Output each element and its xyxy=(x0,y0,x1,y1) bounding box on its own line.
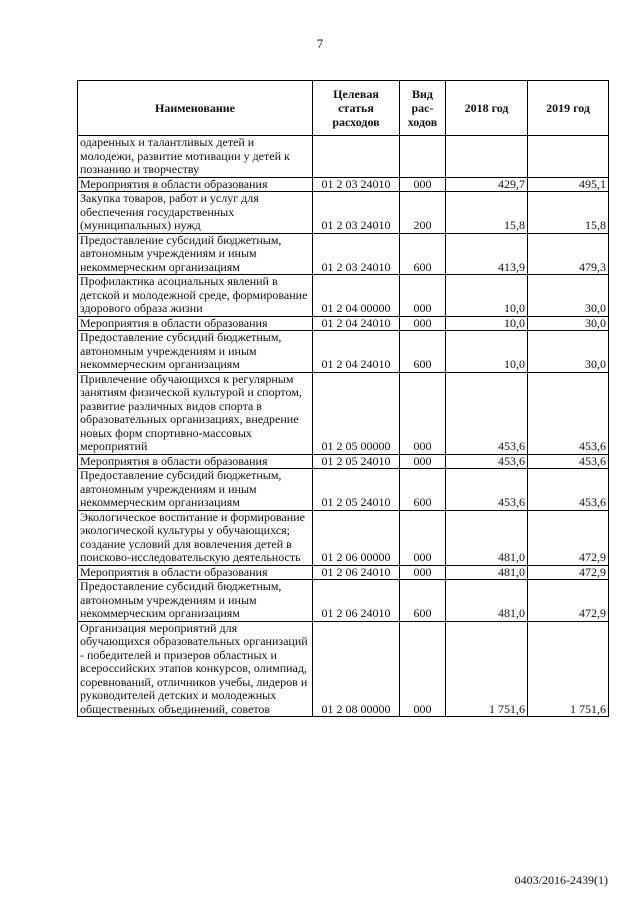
cell-amount-2019: 30,0 xyxy=(528,275,609,317)
cell-name: Привлечение обучающихся к регулярным занятиям физической культурой и спортом, развитие различных видов спорта в образовательных организациях, внедрение новых форм спортивно-массовых мероприятий xyxy=(78,372,313,454)
cell-amount-2019: 453,6 xyxy=(528,372,609,454)
table-row xyxy=(78,621,609,717)
cell-target-article: 01 2 04 00000 xyxy=(313,275,400,317)
header-target-article: Целевая статья расходов xyxy=(313,81,400,136)
cell-target-article: 01 2 03 24010 xyxy=(313,192,400,234)
cell-target-article: 01 2 08 00000 xyxy=(313,621,400,717)
cell-target-article: 01 2 06 24010 xyxy=(313,565,400,580)
table-body xyxy=(78,136,609,717)
cell-expense-type: 000 xyxy=(400,177,446,192)
table-row xyxy=(78,331,609,373)
cell-amount-2019: 479,3 xyxy=(528,233,609,275)
table-row xyxy=(78,565,609,580)
cell-expense-type: 000 xyxy=(400,454,446,469)
cell-amount-2019: 453,6 xyxy=(528,454,609,469)
cell-expense-type: 000 xyxy=(400,621,446,717)
cell-amount-2019: 472,9 xyxy=(528,580,609,622)
cell-name: одаренных и талантливых детей и молодежи, развитие мотивации у детей к познанию и творчеству xyxy=(78,136,313,178)
cell-amount-2019: 30,0 xyxy=(528,316,609,331)
cell-name: Мероприятия в области образования xyxy=(78,565,313,580)
table-header-row xyxy=(78,81,609,136)
cell-amount-2019: 15,8 xyxy=(528,192,609,234)
cell-amount-2018: 413,9 xyxy=(446,233,528,275)
budget-table xyxy=(77,80,609,717)
cell-amount-2019: 472,9 xyxy=(528,565,609,580)
cell-expense-type: 200 xyxy=(400,192,446,234)
cell-expense-type: 600 xyxy=(400,580,446,622)
cell-expense-type: 000 xyxy=(400,316,446,331)
cell-name: Организация мероприятий для обучающихся образовательных организаций - победителей и призеров областных и всероссийских этапов конкурсов, олимпиад, соревнований, отличников учебы, лидеров и руководителей детских и молодежных общественных объединений, советов xyxy=(78,621,313,717)
cell-expense-type: 600 xyxy=(400,469,446,511)
table-row xyxy=(78,510,609,565)
header-year-2018: 2018 год xyxy=(446,81,528,136)
header-expense-type: Вид рас-ходов xyxy=(400,81,446,136)
cell-target-article: 01 2 04 24010 xyxy=(313,331,400,373)
table-row xyxy=(78,580,609,622)
cell-target-article: 01 2 03 24010 xyxy=(313,233,400,275)
cell-amount-2018: 10,0 xyxy=(446,331,528,373)
cell-amount-2019: 30,0 xyxy=(528,331,609,373)
cell-amount-2018: 453,6 xyxy=(446,469,528,511)
cell-target-article: 01 2 04 24010 xyxy=(313,316,400,331)
header-name: Наименование xyxy=(78,81,313,136)
cell-target-article: 01 2 06 00000 xyxy=(313,510,400,565)
header-year-2019: 2019 год xyxy=(528,81,609,136)
page-number: 7 xyxy=(316,36,324,51)
document-code: 0403/2016-2439(1) xyxy=(514,873,608,887)
table-row xyxy=(78,469,609,511)
cell-amount-2019: 453,6 xyxy=(528,469,609,511)
cell-target-article: 01 2 06 24010 xyxy=(313,580,400,622)
cell-amount-2018: 10,0 xyxy=(446,275,528,317)
cell-amount-2019 xyxy=(528,136,609,178)
cell-expense-type: 000 xyxy=(400,275,446,317)
cell-amount-2019: 1 751,6 xyxy=(528,621,609,717)
cell-amount-2018: 481,0 xyxy=(446,510,528,565)
cell-target-article: 01 2 05 24010 xyxy=(313,454,400,469)
cell-name: Предоставление субсидий бюджетным, автономным учреждениям и иным некоммерческим организациям xyxy=(78,580,313,622)
table-row xyxy=(78,136,609,178)
cell-target-article: 01 2 05 24010 xyxy=(313,469,400,511)
cell-name: Мероприятия в области образования xyxy=(78,316,313,331)
table-row xyxy=(78,454,609,469)
table-row xyxy=(78,177,609,192)
cell-amount-2018: 453,6 xyxy=(446,372,528,454)
cell-name: Мероприятия в области образования xyxy=(78,454,313,469)
cell-name: Предоставление субсидий бюджетным, автономным учреждениям и иным некоммерческим организациям xyxy=(78,331,313,373)
cell-amount-2019: 495,1 xyxy=(528,177,609,192)
table-row xyxy=(78,275,609,317)
cell-target-article: 01 2 05 00000 xyxy=(313,372,400,454)
cell-expense-type: 600 xyxy=(400,233,446,275)
cell-name: Предоставление субсидий бюджетным, автономным учреждениям и иным некоммерческим организациям xyxy=(78,469,313,511)
cell-amount-2018: 453,6 xyxy=(446,454,528,469)
cell-amount-2018 xyxy=(446,136,528,178)
cell-name: Мероприятия в области образования xyxy=(78,177,313,192)
cell-expense-type: 000 xyxy=(400,565,446,580)
cell-target-article xyxy=(313,136,400,178)
cell-expense-type: 000 xyxy=(400,372,446,454)
cell-amount-2018: 15,8 xyxy=(446,192,528,234)
cell-amount-2018: 429,7 xyxy=(446,177,528,192)
cell-amount-2018: 481,0 xyxy=(446,565,528,580)
cell-name: Профилактика асоциальных явлений в детской и молодежной среде, формирование здорового образа жизни xyxy=(78,275,313,317)
cell-name: Экологическое воспитание и формирование экологической культуры у обучающихся; создание условий для вовлечения детей в поисково-исследовательскую деятельность xyxy=(78,510,313,565)
cell-expense-type: 000 xyxy=(400,510,446,565)
cell-expense-type: 600 xyxy=(400,331,446,373)
table-row xyxy=(78,372,609,454)
table-row xyxy=(78,192,609,234)
table-row xyxy=(78,316,609,331)
cell-expense-type xyxy=(400,136,446,178)
cell-amount-2018: 1 751,6 xyxy=(446,621,528,717)
cell-target-article: 01 2 03 24010 xyxy=(313,177,400,192)
cell-name: Предоставление субсидий бюджетным, автономным учреждениям и иным некоммерческим организациям xyxy=(78,233,313,275)
cell-name: Закупка товаров, работ и услуг для обеспечения государственных (муниципальных) нужд xyxy=(78,192,313,234)
cell-amount-2019: 472,9 xyxy=(528,510,609,565)
cell-amount-2018: 10,0 xyxy=(446,316,528,331)
cell-amount-2018: 481,0 xyxy=(446,580,528,622)
table-row xyxy=(78,233,609,275)
